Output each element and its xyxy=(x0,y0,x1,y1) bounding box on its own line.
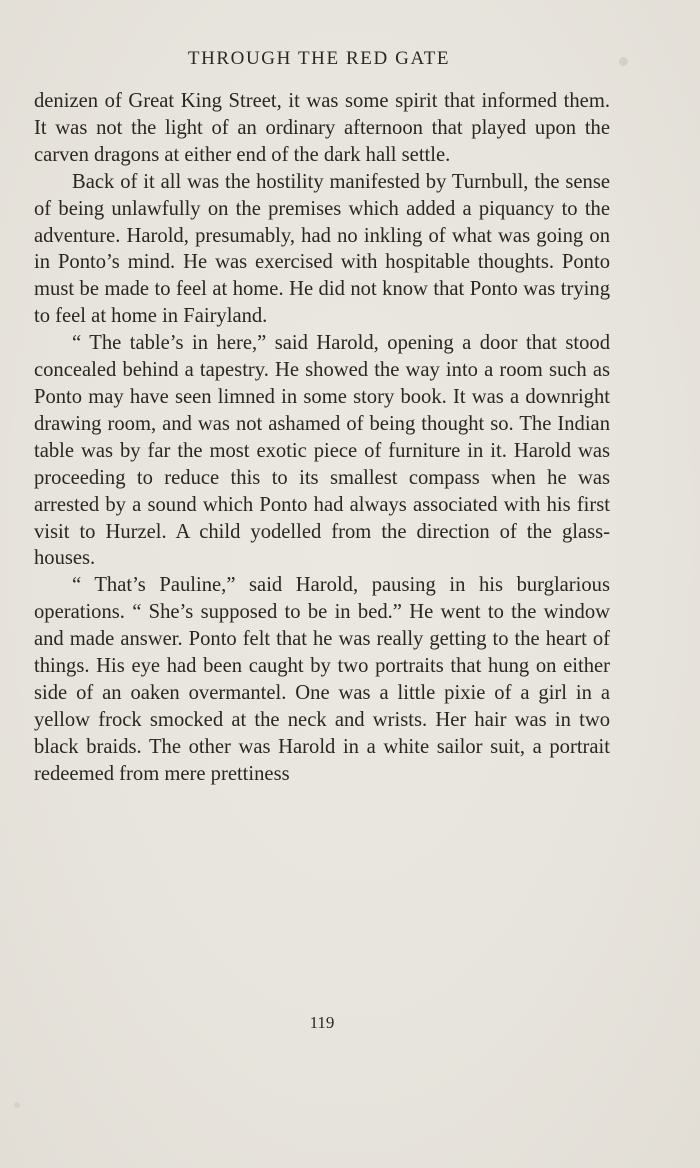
body-text xyxy=(34,88,610,788)
paragraph: “ The table’s in here,” said Harold, opening a door that stood concealed behind a tapestry. He showed the way into a room such as Ponto may have seen limned in some story book. It was a downright drawing room, and was not ashamed of being thought so. The Indian table was by far the most exotic piece of furniture in it. Harold was proceeding to reduce this to its smallest compass when he was arrested by a sound which Ponto had always associated with his first visit to Hurzel. A child yodelled from the direction of the glass-houses. xyxy=(34,332,610,570)
running-title: THROUGH THE RED GATE xyxy=(187,48,451,69)
page-number: 119 xyxy=(309,1013,335,1032)
paragraph: “ That’s Pauline,” said Harold, pausing in his burglarious operations. “ She’s supposed to be in bed.” He went to the window and made answer. Ponto felt that he was really getting to the heart of things. His eye had been caught by two portraits that hung on either side of an oaken overmantel. One was a little pixie of a girl in a yellow frock smocked at the neck and wrists. Her hair was in two black braids. The other was Harold in a white sailor suit, a portrait redeemed from mere prettiness xyxy=(34,574,610,785)
paper-speck xyxy=(14,1102,20,1108)
paragraph: denizen of Great King Street, it was some spirit that informed them. It was not the light of an ordinary afternoon that played upon the carven dragons at either end of the dark hall settle. xyxy=(34,90,610,166)
paragraph: Back of it all was the hostility manifested by Turnbull, the sense of being unlawfully on the premises which added a piquancy to the adventure. Harold, presumably, had no inkling of what was going on in Ponto’s mind. He was exercised with hospitable thoughts. Ponto must be made to feel at home. He did not know that Ponto was trying to feel at home in Fairyland. xyxy=(34,170,610,328)
